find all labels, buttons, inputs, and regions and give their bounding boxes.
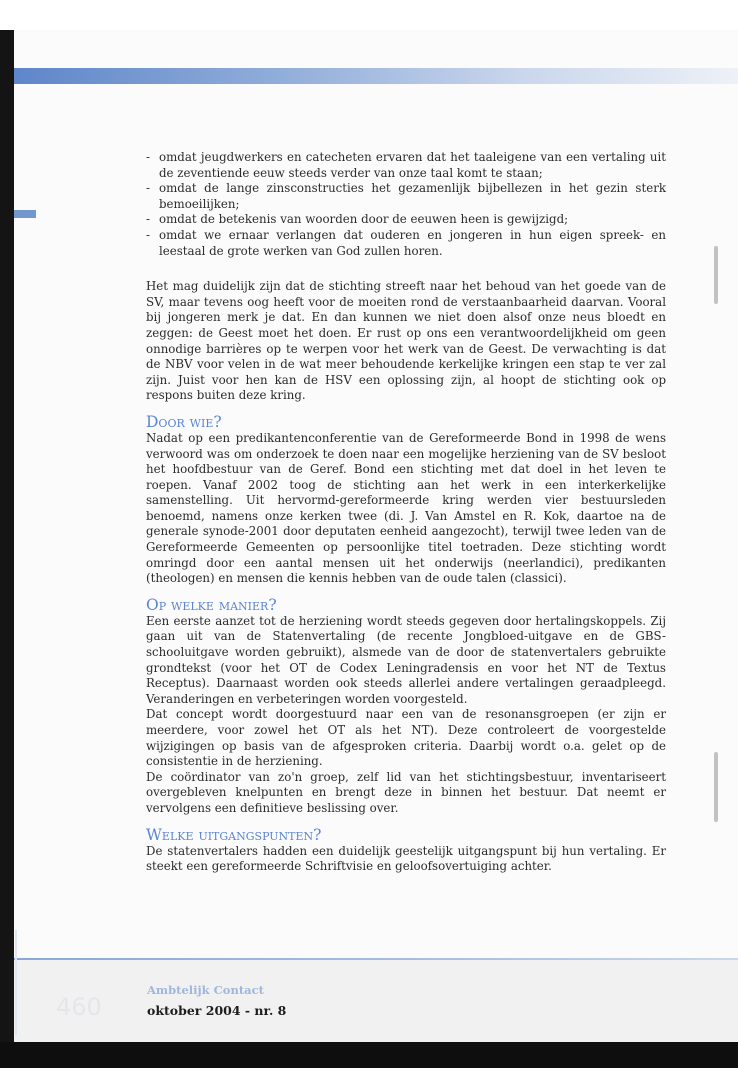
reasons-list xyxy=(146,150,666,259)
section-heading-door-wie: Door wie? xyxy=(146,412,222,431)
issue-info: oktober 2004 - nr. 8 xyxy=(147,1003,287,1018)
footer xyxy=(14,960,738,1042)
paragraph: Nadat op een predikantenconferentie van de Gereformeerde Bond in 1998 de wens verwoord was om onderzoek te doen naar een mogelijke herziening van de SV besloot het hoofdbestuur van de Geref. Bond een stichting met dat doel in het leven te roepen. Vanaf 2002 toog de stichting aan het werk in een interkerkelijke samenstelling. Uit hervormd-gereformeerde kring werden vier bestuursleden benoemd, namens onze kerken twee (di. J. Van Amstel en R. Kok, daartoe na de generale synode-2001 door deputaten eenheid aangezocht), terwijl twee leden van de Gereformeerde Gemeenten op persoonlijke titel toetraden. Deze stichting wordt omringd door een aantal mensen uit het onderwijs (neerlandici), predikanten (theologen) en mensen die kennis hebben van de oude talen (classici). xyxy=(146,430,666,586)
journal-title: Ambtelijk Contact xyxy=(147,983,264,997)
margin-binding-mark xyxy=(714,246,718,304)
list-item: - omdat de lange zinsconstructies het gezamenlijk bijbellezen in het gezin sterk bemoeilijken; xyxy=(146,181,666,212)
header-color-band xyxy=(14,68,738,84)
list-item: - omdat we ernaar verlangen dat ouderen en jongeren in hun eigen spreek- en leestaal de grote werken van God zullen horen. xyxy=(146,228,666,259)
paragraph: De statenvertalers hadden een duidelijk geestelijk uitgangspunt bij hun vertaling. Er steekt een gereformeerde Schriftvisie en geloofsovertuiging achter. xyxy=(146,843,666,874)
scan-top-border xyxy=(0,0,738,30)
intro-paragraph: Het mag duidelijk zijn dat de stichting streeft naar het behoud van het goede van de SV, maar tevens oog heeft voor de moeiten rond de verstaanbaarheid daarvan. Vooral bij jongeren merk je dat. En dan kunnen we niet doen alsof onze neus bloedt en zeggen: de Geest moet het doen. Er rust op ons een verantwoordelijkheid om geen onnodige barrières op te werpen voor het werk van de Geest. De verwachting is dat de NBV voor velen in de wat meer behoudende kerkelijke kringen een stap te ver zal zijn. Juist voor hen kan de HSV een oplossing zijn, al hoopt de stichting ook op respons buiten deze kring. xyxy=(146,279,666,403)
article-body xyxy=(146,150,666,875)
paragraph: Een eerste aanzet tot de herziening wordt steeds gegeven door hertalingskoppels. Zij gaan uit van de Statenvertaling (de recente Jongbloed-uitgave en de GBS-schooluitgave worden gebruikt), alsmede van de door de statenvertalers gebruikte grondtekst (voor het OT de Codex Leningradensis en voor het NT de Textus Receptus). Daarnaast worden ook steeds allerlei andere vertalingen geraadpleegd. Veranderingen en verbeteringen worden voorgesteld. xyxy=(146,613,666,706)
left-margin-tab xyxy=(14,210,36,218)
left-scan-edge xyxy=(0,30,14,1042)
bottom-scan-edge xyxy=(0,1042,738,1068)
footer-side-line xyxy=(15,930,17,1035)
list-item: - omdat jeugdwerkers en catecheten ervaren dat het taaleigene van een vertaling uit de zeventiende eeuw steeds verder van onze taal komt te staan; xyxy=(146,150,666,181)
paragraph: Dat concept wordt doorgestuurd naar een van de resonansgroepen (er zijn er meerdere, voor zowel het OT als het NT). Deze controleert de voorgestelde wijzigingen op basis van de afgesproken criteria. Daarbij wordt o.a. gelet op de consistentie in de herziening. xyxy=(146,707,666,769)
footer-rule xyxy=(14,958,738,960)
margin-binding-mark xyxy=(714,752,718,822)
list-item: - omdat de betekenis van woorden door de eeuwen heen is gewijzigd; xyxy=(146,212,666,228)
paragraph: De coördinator van zo'n groep, zelf lid van het stichtingsbestuur, inventariseert overgebleven knelpunten en brengt deze in binnen het bestuur. Dat neemt er vervolgens een definitieve beslissing over. xyxy=(146,769,666,815)
section-heading-welke-uitgangspunten: Welke uitgangspunten? xyxy=(146,825,322,844)
section-heading-op-welke-manier: Op welke manier? xyxy=(146,595,277,614)
page-number: 460 xyxy=(56,993,102,1021)
